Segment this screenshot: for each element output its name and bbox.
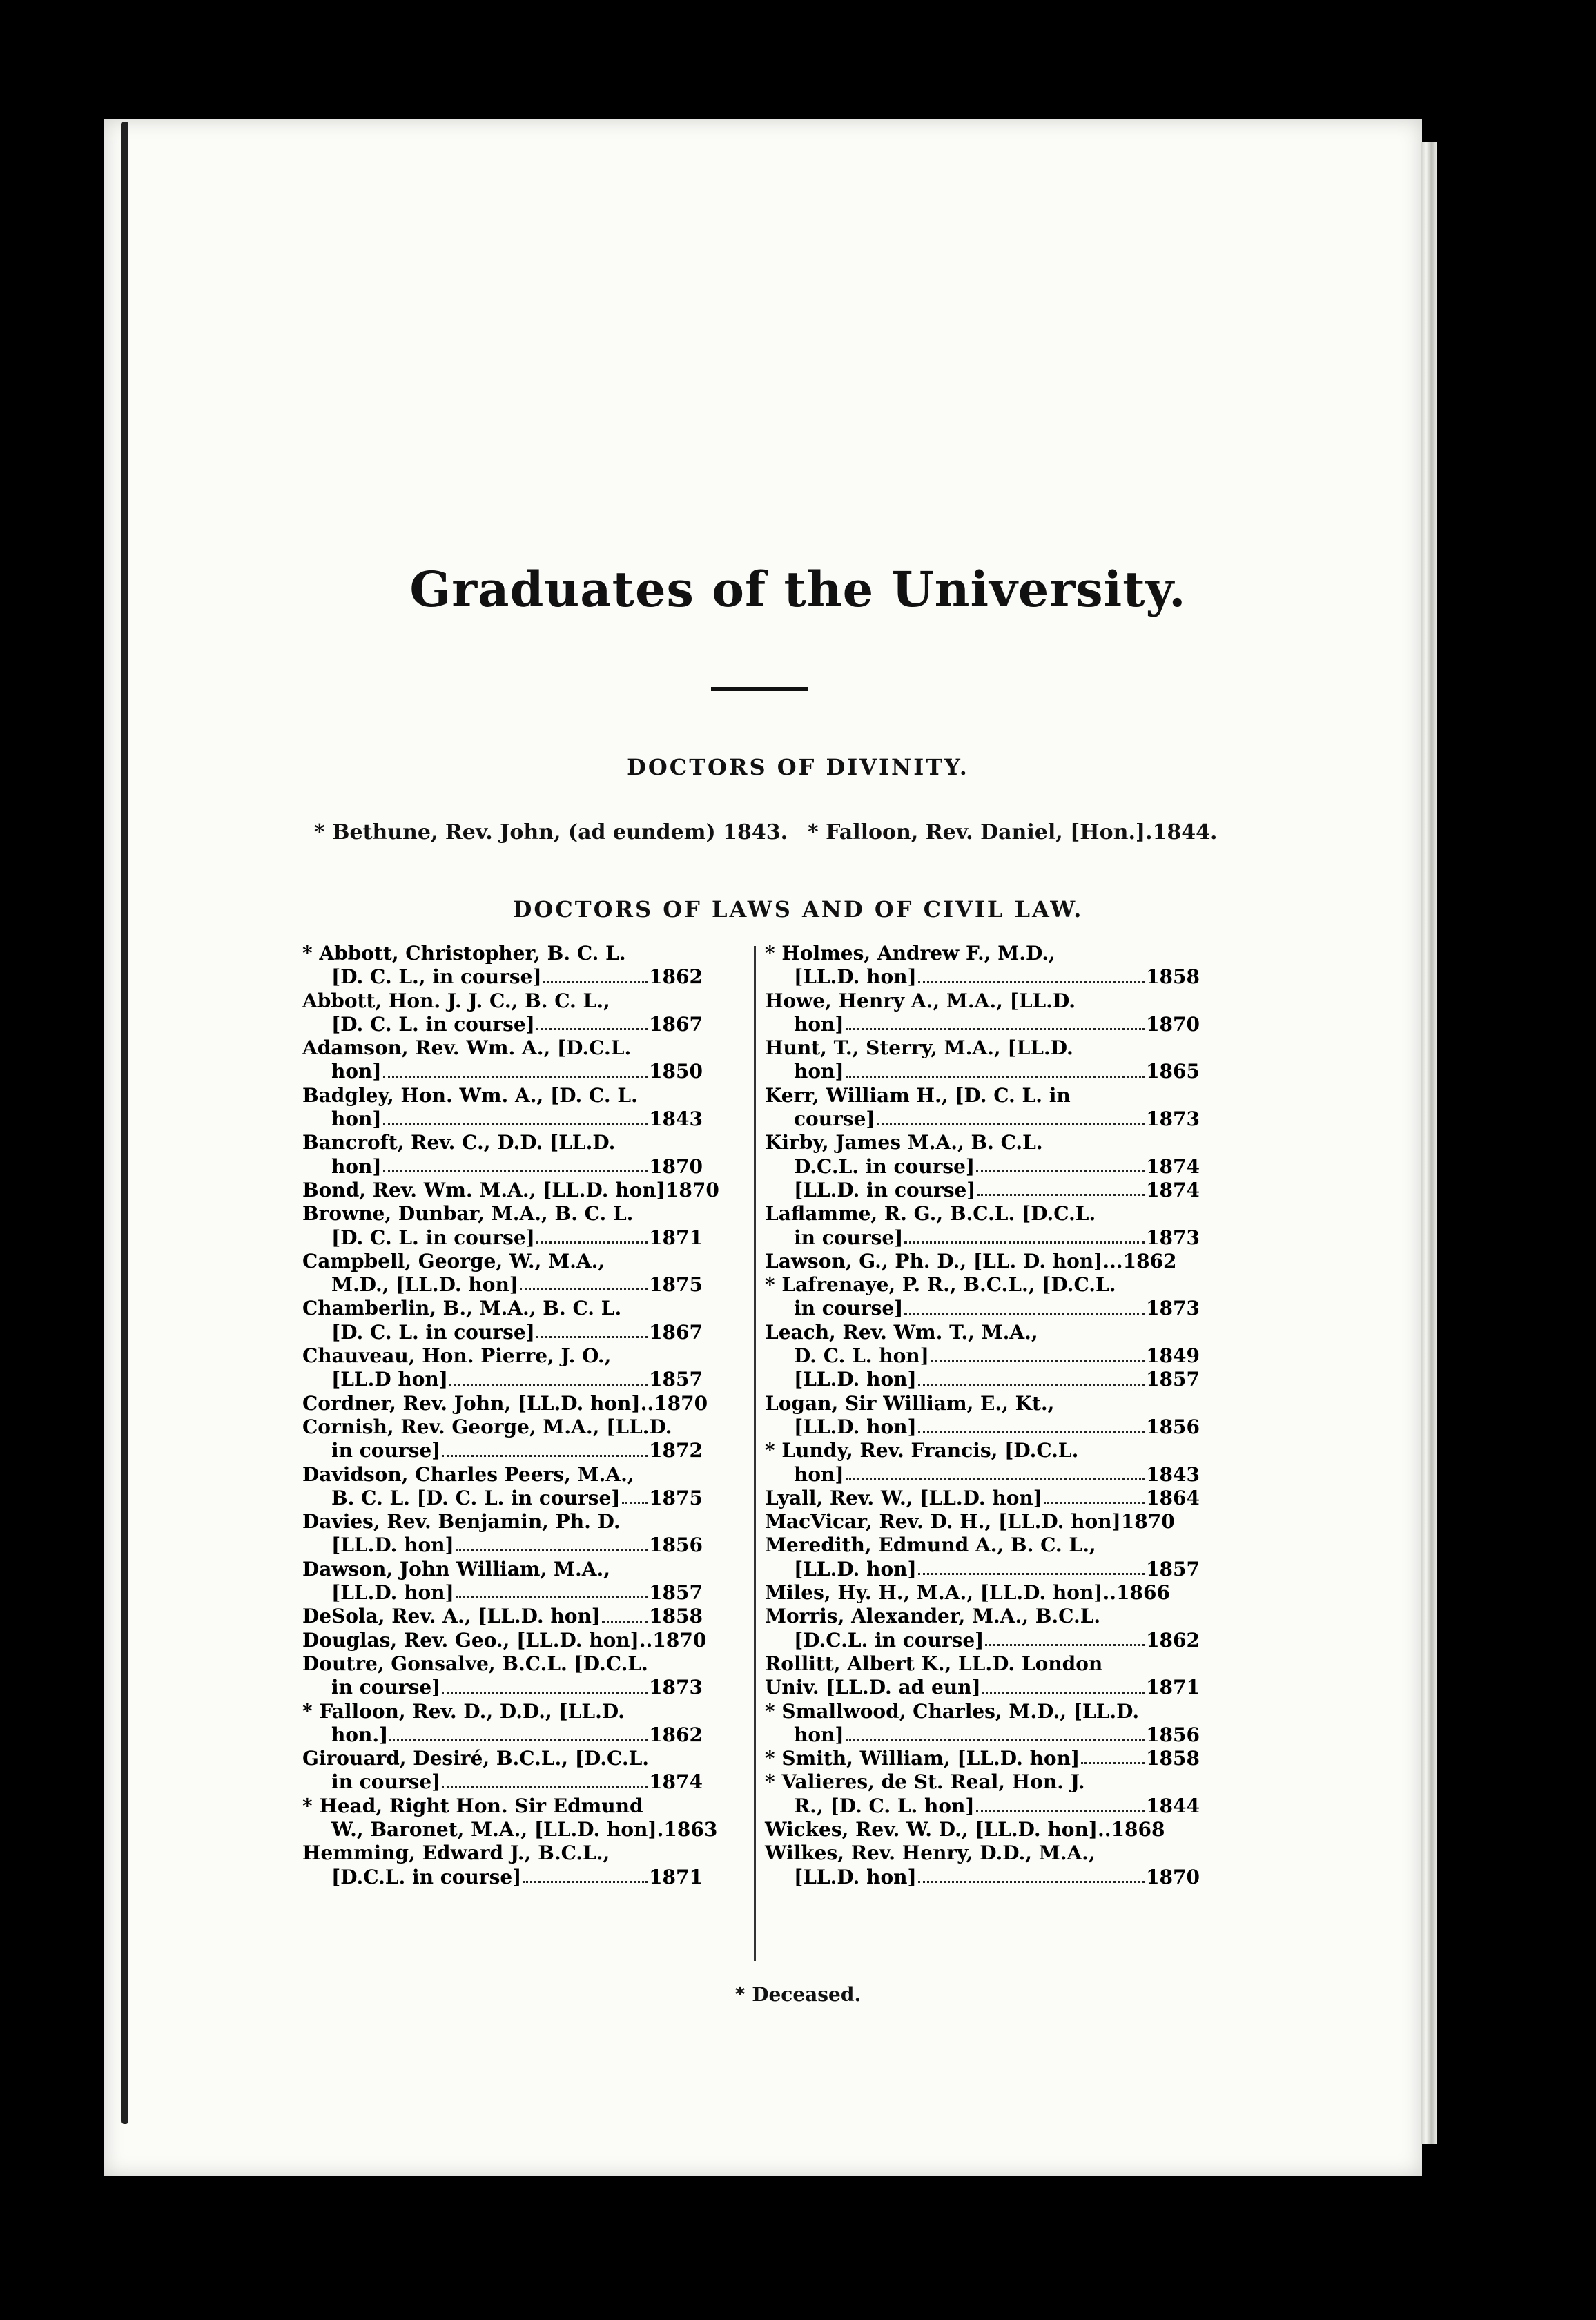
entry-line <box>302 1439 703 1462</box>
entry-line <box>765 1202 1200 1226</box>
entry-year: 1875 <box>649 1486 703 1509</box>
entry-text: Logan, Sir William, E., Kt., <box>765 1391 1055 1415</box>
entry-line <box>765 965 1200 989</box>
entry-text: D. C. L. hon] <box>794 1344 929 1368</box>
entry-line <box>302 1036 703 1060</box>
entry-text: [LL.D. hon] <box>794 1415 917 1438</box>
entry-text: Hemming, Edward J., B.C.L., <box>302 1842 610 1865</box>
entry-year: 1857 <box>649 1368 703 1391</box>
entry-text: hon] <box>331 1060 382 1083</box>
entry-year: 1858 <box>1146 1747 1200 1770</box>
dot-leader <box>846 1478 1145 1480</box>
entry-year: 1870 <box>649 1154 703 1178</box>
entry-text: M.D., [LL.D. hon] <box>331 1273 519 1297</box>
entry-year: 1849 <box>1146 1344 1200 1368</box>
entry-text: Davies, Rev. Benjamin, Ph. D. <box>302 1510 621 1534</box>
entry-line <box>302 1652 703 1676</box>
page-gutter-shadow <box>121 122 128 2124</box>
entry-year: 1874 <box>1146 1178 1200 1201</box>
entry-text: [LL.D hon] <box>331 1368 449 1391</box>
entry-line <box>302 1628 707 1652</box>
entry-line <box>765 1818 1200 1842</box>
entry-line <box>302 1084 703 1108</box>
entry-line <box>302 1747 703 1770</box>
entry-text: Badgley, Hon. Wm. A., [D. C. L. <box>302 1083 638 1107</box>
dot-leader <box>918 1881 1145 1883</box>
entry-year: 1871 <box>649 1865 703 1888</box>
entry-line <box>765 1510 1200 1534</box>
entry-year: 1856 <box>1146 1415 1200 1438</box>
entry-text: * Abbott, Christopher, B. C. L. <box>302 942 626 965</box>
entry-line <box>302 1060 703 1083</box>
entry-line <box>302 1155 703 1179</box>
entry-text: Morris, Alexander, M.A., B.C.L. <box>765 1605 1101 1628</box>
entry-year: 1857 <box>1146 1557 1200 1580</box>
dot-leader <box>918 1384 1145 1386</box>
dot-leader <box>985 1644 1145 1646</box>
entry-line <box>765 1415 1200 1439</box>
entry-year: 1862 <box>649 965 703 989</box>
divinity-entry: * Falloon, Rev. Daniel, [Hon.].1844. <box>808 820 1218 844</box>
entry-text: hon] <box>794 1723 844 1746</box>
entry-line <box>765 1013 1200 1036</box>
entry-text: in course] <box>331 1676 441 1699</box>
dot-leader <box>918 1431 1145 1433</box>
dot-leader <box>977 1194 1145 1196</box>
entry-line <box>765 1060 1200 1083</box>
doctors-of-laws-heading: DOCTORS OF LAWS AND OF CIVIL LAW. <box>512 896 1084 922</box>
entry-text: Cordner, Rev. John, [LL.D. hon]..1870 <box>302 1391 708 1415</box>
dot-leader <box>602 1621 648 1623</box>
entry-line <box>302 1581 703 1605</box>
entry-text: Wilkes, Rev. Henry, D.D., M.A., <box>765 1842 1096 1865</box>
dot-leader <box>982 1692 1145 1694</box>
dot-leader <box>846 1739 1145 1741</box>
entry-year: 1867 <box>649 1320 703 1344</box>
dot-leader <box>442 1455 648 1457</box>
entry-line <box>302 1131 703 1154</box>
dot-leader <box>1081 1762 1145 1764</box>
entry-line <box>765 1368 1200 1391</box>
dot-leader <box>383 1123 648 1125</box>
entry-text: * Valieres, de St. Real, Hon. J. <box>765 1770 1085 1794</box>
entry-text: Girouard, Desiré, B.C.L., [D.C.L. <box>302 1747 650 1770</box>
column-divider <box>754 946 756 1961</box>
entry-text: MacVicar, Rev. D. H., [LL.D. hon]1870 <box>765 1510 1175 1534</box>
entry-line <box>302 1534 703 1557</box>
entry-text: [LL.D. hon] <box>331 1581 454 1605</box>
entry-line <box>302 965 703 989</box>
entry-text: * Falloon, Rev. D., D.D., [LL.D. <box>302 1699 625 1723</box>
entry-line <box>765 1605 1200 1628</box>
entry-text: [LL.D. in course] <box>794 1178 976 1201</box>
entry-text: Douglas, Rev. Geo., [LL.D. hon]..1870 <box>302 1628 707 1652</box>
dot-leader <box>904 1241 1145 1244</box>
entry-line <box>765 1866 1200 1889</box>
entry-text: hon] <box>331 1154 382 1178</box>
dot-leader <box>442 1692 648 1694</box>
entry-line <box>302 1700 703 1723</box>
entry-text: hon] <box>331 1108 382 1131</box>
entry-year: 1844 <box>1146 1794 1200 1817</box>
entry-text: Miles, Hy. H., M.A., [LL.D. hon]..1866 <box>765 1581 1170 1605</box>
dot-leader <box>536 1336 648 1338</box>
entry-text: Univ. [LL.D. ad eun] <box>765 1676 981 1699</box>
entry-line <box>765 1629 1200 1652</box>
entry-line <box>302 942 703 965</box>
entry-year: 1862 <box>1146 1628 1200 1652</box>
entry-text: Browne, Dunbar, M.A., B. C. L. <box>302 1202 634 1226</box>
entry-text: in course] <box>331 1770 441 1794</box>
entry-line <box>302 1842 703 1865</box>
entry-text: B. C. L. [D. C. L. in course] <box>331 1486 621 1509</box>
dot-leader <box>536 1028 648 1030</box>
entry-text: [LL.D. hon] <box>794 965 917 989</box>
dot-leader <box>389 1739 648 1741</box>
entry-line <box>765 1770 1200 1794</box>
page-edges <box>1421 142 1437 2144</box>
entry-line <box>302 1273 703 1297</box>
entry-line <box>765 1321 1200 1344</box>
entry-line <box>302 1108 703 1131</box>
entry-text: [D. C. L. in course] <box>331 1226 535 1249</box>
entry-line <box>765 1108 1200 1131</box>
entry-line <box>302 1723 703 1747</box>
entry-line <box>302 1391 708 1415</box>
dot-leader <box>918 1573 1145 1575</box>
dot-leader <box>536 1241 648 1244</box>
title-rule <box>711 687 808 691</box>
entry-text: in course] <box>331 1439 441 1462</box>
entry-line <box>302 1770 703 1794</box>
entry-line <box>302 1297 703 1320</box>
entry-line <box>302 1226 703 1250</box>
entry-line <box>302 1510 703 1534</box>
dot-leader <box>622 1502 648 1504</box>
entry-line <box>765 1581 1200 1605</box>
entry-year: 1873 <box>1146 1297 1200 1320</box>
entry-year: 1857 <box>1146 1368 1200 1391</box>
entry-text: W., Baronet, M.A., [LL.D. hon].1863 <box>331 1817 718 1841</box>
entry-year: 1871 <box>649 1226 703 1249</box>
entry-line <box>302 1795 703 1818</box>
entry-text: Bancroft, Rev. C., D.D. [LL.D. <box>302 1131 616 1154</box>
entry-text: R., [D. C. L. hon] <box>794 1794 975 1817</box>
entry-text: [LL.D. hon] <box>794 1368 917 1391</box>
entry-text: [D. C. L. in course] <box>331 1012 535 1036</box>
entry-line <box>765 1747 1200 1770</box>
entry-year: 1873 <box>1146 1108 1200 1131</box>
entry-line <box>302 1487 703 1510</box>
entry-text: Bond, Rev. Wm. M.A., [LL.D. hon]1870 <box>302 1178 719 1201</box>
laws-left-column <box>302 942 719 1889</box>
entry-year: 1870 <box>1146 1865 1200 1888</box>
entry-line <box>302 1463 703 1487</box>
entry-year: 1856 <box>1146 1723 1200 1746</box>
entry-text: Kirby, James M.A., B. C.L. <box>765 1131 1043 1154</box>
dot-leader <box>904 1313 1145 1315</box>
entry-line <box>765 1297 1200 1320</box>
entry-year: 1858 <box>649 1605 703 1628</box>
entry-line <box>765 1700 1200 1723</box>
entry-line <box>302 989 703 1013</box>
entry-line <box>302 1817 718 1842</box>
book-page <box>104 119 1422 2176</box>
doctors-of-divinity-heading: DOCTORS OF DIVINITY. <box>627 754 969 780</box>
entry-year: 1850 <box>649 1060 703 1083</box>
entry-text: * Head, Right Hon. Sir Edmund <box>302 1794 643 1817</box>
entry-text: in course] <box>794 1297 904 1320</box>
entry-line <box>302 1202 703 1226</box>
entry-year: 1862 <box>649 1723 703 1746</box>
entry-text: Howe, Henry A., M.A., [LL.D. <box>765 989 1076 1012</box>
dot-leader <box>456 1549 648 1552</box>
entry-text: Meredith, Edmund A., B. C. L., <box>765 1534 1096 1557</box>
dot-leader <box>442 1786 648 1788</box>
entry-text: DeSola, Rev. A., [LL.D. hon] <box>302 1605 601 1628</box>
entry-text: Davidson, Charles Peers, M.A., <box>302 1462 634 1486</box>
entry-text: Dawson, John William, M.A., <box>302 1557 610 1580</box>
entry-line <box>765 1250 1200 1273</box>
entry-text: Chauveau, Hon. Pierre, J. O., <box>302 1344 612 1368</box>
dot-leader <box>846 1028 1145 1030</box>
entry-text: Lyall, Rev. W., [LL.D. hon] <box>765 1486 1043 1509</box>
entry-line <box>302 1558 703 1581</box>
entry-line <box>765 1723 1200 1747</box>
entry-line <box>765 1084 1200 1108</box>
entry-line <box>765 1155 1200 1179</box>
dot-leader <box>976 1810 1145 1812</box>
entry-year: 1873 <box>1146 1226 1200 1249</box>
entry-line <box>302 1368 703 1391</box>
entry-line <box>765 942 1200 965</box>
entry-line <box>765 1131 1200 1154</box>
entry-year: 1857 <box>649 1581 703 1605</box>
entry-year: 1865 <box>1146 1060 1200 1083</box>
entry-text: [LL.D. hon] <box>331 1534 454 1557</box>
dot-leader <box>931 1360 1145 1362</box>
entry-text: Lawson, G., Ph. D., [LL. D. hon]...1862 <box>765 1249 1177 1273</box>
entry-year: 1864 <box>1146 1486 1200 1509</box>
entry-text: [D. C. L. in course] <box>331 1320 535 1344</box>
entry-text: * Smallwood, Charles, M.D., [LL.D. <box>765 1699 1140 1723</box>
entry-text: [LL.D. hon] <box>794 1865 917 1888</box>
entry-line <box>765 1652 1200 1676</box>
entry-text: [D. C. L., in course] <box>331 965 542 989</box>
entry-line <box>765 1463 1200 1487</box>
entry-year: 1871 <box>1146 1676 1200 1699</box>
dot-leader <box>523 1881 648 1883</box>
entry-line <box>765 1439 1200 1462</box>
entry-text: Laflamme, R. G., B.C.L. [D.C.L. <box>765 1202 1096 1226</box>
entry-text: hon] <box>794 1462 844 1486</box>
dot-leader <box>1044 1502 1145 1504</box>
dot-leader <box>449 1384 648 1386</box>
entry-line <box>765 1273 1200 1297</box>
entry-line <box>765 1558 1200 1581</box>
entry-text: Rollitt, Albert K., LL.D. London <box>765 1652 1103 1675</box>
dot-leader <box>918 981 1145 983</box>
entry-text: [LL.D. hon] <box>794 1557 917 1580</box>
entry-year: 1843 <box>1146 1462 1200 1486</box>
footnote: * Deceased. <box>734 1983 862 2006</box>
entry-line <box>765 1392 1200 1415</box>
entry-year: 1873 <box>649 1676 703 1699</box>
entry-year: 1867 <box>649 1012 703 1036</box>
dot-leader <box>383 1076 648 1078</box>
entry-line <box>765 1487 1200 1510</box>
entry-text: hon] <box>794 1060 844 1083</box>
entry-year: 1874 <box>649 1770 703 1794</box>
entry-text: Hunt, T., Sterry, M.A., [LL.D. <box>765 1036 1073 1060</box>
entry-line <box>302 1321 703 1344</box>
entry-text: [D.C.L. in course] <box>794 1628 984 1652</box>
entry-line <box>765 1676 1200 1699</box>
dot-leader <box>877 1123 1145 1125</box>
entry-text: Campbell, George, W., M.A., <box>302 1249 605 1273</box>
entry-text: * Holmes, Andrew F., M.D., <box>765 942 1055 965</box>
entry-year: 1856 <box>649 1534 703 1557</box>
entry-year: 1870 <box>1146 1012 1200 1036</box>
dot-leader <box>543 981 648 983</box>
entry-text: course] <box>794 1108 875 1131</box>
entry-text: Wickes, Rev. W. D., [LL.D. hon]..1868 <box>765 1817 1165 1841</box>
entry-line <box>765 1036 1200 1060</box>
entry-line <box>302 1250 703 1273</box>
entry-text: Cornish, Rev. George, M.A., [LL.D. <box>302 1415 672 1438</box>
entry-text: Doutre, Gonsalve, B.C.L. [D.C.L. <box>302 1652 648 1675</box>
dot-leader <box>383 1170 648 1172</box>
entry-line <box>302 1415 703 1439</box>
entry-line <box>765 1534 1200 1557</box>
entry-year: 1874 <box>1146 1154 1200 1178</box>
entry-text: Chamberlin, B., M.A., B. C. L. <box>302 1297 622 1320</box>
dot-leader <box>520 1288 648 1290</box>
page-title: Graduates of the University. <box>409 561 1187 618</box>
entry-line <box>765 1344 1200 1368</box>
entry-text: Kerr, William H., [D. C. L. in <box>765 1083 1071 1107</box>
dot-leader <box>456 1596 648 1598</box>
entry-line <box>765 1842 1200 1865</box>
entry-line <box>302 1605 703 1628</box>
entry-line <box>765 1179 1200 1202</box>
entry-line <box>765 1226 1200 1250</box>
dot-leader <box>976 1170 1145 1172</box>
entry-text: Adamson, Rev. Wm. A., [D.C.L. <box>302 1036 632 1060</box>
entry-line <box>302 1178 719 1202</box>
entry-year: 1858 <box>1146 965 1200 989</box>
entry-line <box>302 1013 703 1036</box>
dot-leader <box>846 1076 1145 1078</box>
entry-line <box>765 1795 1200 1818</box>
entry-line <box>302 1344 703 1368</box>
entry-text: hon.] <box>331 1723 389 1746</box>
entry-text: in course] <box>794 1226 904 1249</box>
entry-year: 1843 <box>649 1108 703 1131</box>
entry-line <box>765 989 1200 1013</box>
entry-text: * Lundy, Rev. Francis, [D.C.L. <box>765 1439 1079 1462</box>
divinity-entry: * Bethune, Rev. John, (ad eundem) 1843. <box>314 820 788 844</box>
entry-text: hon] <box>794 1012 844 1036</box>
entry-text: * Smith, William, [LL.D. hon] <box>765 1747 1080 1770</box>
entry-text: * Lafrenaye, P. R., B.C.L., [D.C.L. <box>765 1273 1116 1297</box>
entry-line <box>302 1676 703 1699</box>
entry-text: Leach, Rev. Wm. T., M.A., <box>765 1320 1038 1344</box>
entry-text: D.C.L. in course] <box>794 1154 975 1178</box>
entry-line <box>302 1866 703 1889</box>
entry-text: Abbott, Hon. J. J. C., B. C. L., <box>302 989 610 1012</box>
entry-year: 1872 <box>649 1439 703 1462</box>
entry-text: [D.C.L. in course] <box>331 1865 522 1888</box>
entry-year: 1875 <box>649 1273 703 1297</box>
laws-right-column <box>765 942 1200 1889</box>
